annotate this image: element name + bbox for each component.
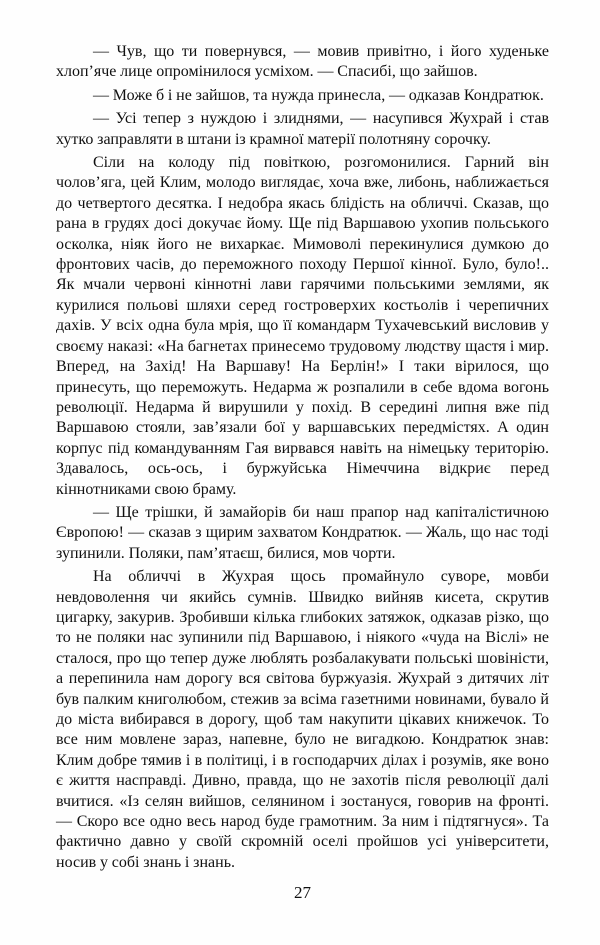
- paragraph-narrative-1: Сіли на колоду під повіткою, розгомонилися. Гарний він чолов’яга, цей Клим, молодо виглядає, хоча вже, либонь, наближається до четвертого десятка. І недобра якась блідість на обличчі. Сказав, що рана в грудях досі докучає йому. Ще під Варшавою ухопив польського осколка, ніяк його не вихаркає. Мимоволі перекинулися думкою до фронтових часів, до переможного походу Першої кінної. Було, було!.. Як мчали червоні кіннотні лави гарячими польськими землями, як курилися польові шляхи серед гостроверхих костьолів і черепичних дахів. У всіх одна була мрія, що її командарм Тухачевський висловив у своєму наказі: «На багнетах принесемо трудовому людству щастя і мир. Вперед, на Захід! На Варшаву! На Берлін!» І таки вірилося, що принесуть, що переможуть. Недарма ж розпалили в себе вдома вогонь революції. Недарма й вирушили у похід. В середині липня вже під Варшавою стояли, зав’язали бої у варшавських передмістях. А один корпус під командуванням Гая вирвався навіть на німецьку територію. Здавалось, ось-ось, і буржуйська Німеччина відкриє перед кіннотниками свою браму.: [56, 154, 549, 498]
- paragraph-narrative-2: На обличчі в Жухрая щось промайнуло суворе, мовби невдоволення чи якийсь сумнів. Швидко вийняв кисета, скрутив цигарку, закурив. Зробивши кілька глибоких затяжок, одказав різко, що то не поляки нас зупинили під Варшавою, і ніякого «чуда на Віслі» не сталося, про що тепер дуже люблять розбалакувати польські шовіністи, а перепинила нам дорогу вся світова буржуазія. Жухрай з дитячих літ був палким книголюбом, стежив за всіма газетними новинами, бувало й до міста вибирався в дорогу, щоб там накупити цікавих книжечок. То все ним мовлене зараз, напевне, було не вигадкою. Кондратюк знав: Клим добре тямив і в політиці, і в господарчих ділах і розумів, яке воно є життя насправді. Дивно, правда, що не захотів після революції далі вчитися. «Із селян вийшов, селянином і зостануся, говорив на фронті. — Скоро все одно весь народ буде грамотним. За ним і підтягнуся». Та фактично давно у своїй скромній оселі пройшов усі університети, носив у собі знань і знань.: [56, 568, 549, 871]
- paragraph-dialogue-1: — Чув, що ти повернувся, — мовив привітно, і його худеньке хлоп’яче лице опромінилося усміхом. — Спасибі, що зайшов.: [56, 43, 549, 81]
- page-text-block: [56, 42, 549, 873]
- paragraph-dialogue-2: — Може б і не зайшов, та нужда принесла, — одказав Кондратюк.: [93, 86, 544, 104]
- page-number: 27: [294, 883, 311, 903]
- paragraph-dialogue-4: — Ще трішки, й замайорів би наш прапор над капіталістичною Європою! — сказав з щирим захватом Кондратюк. — Жаль, що нас тоді зупинили. Поляки, пам’ятаєш, билися, мов чорти.: [56, 503, 549, 562]
- paragraph-dialogue-3: — Усі тепер з нуждою і злиднями, — насупився Жухрай і став хутко заправляти в штани із крамної матерії полотняну сорочку.: [56, 110, 549, 148]
